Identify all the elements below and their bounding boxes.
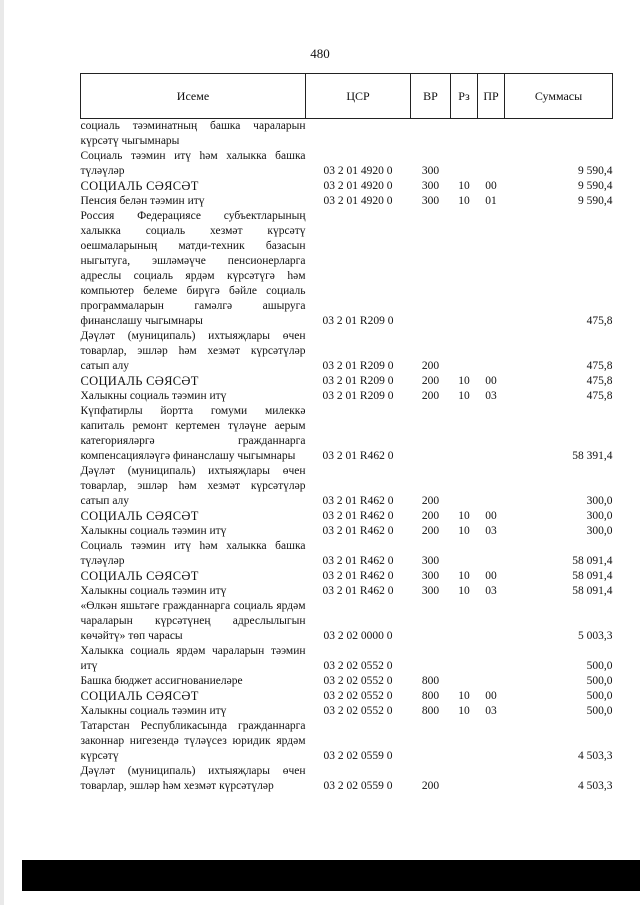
cell-csr: 03 2 01 R209 0 xyxy=(322,315,394,327)
cell-vr: 200 xyxy=(421,780,440,792)
cell-pr xyxy=(478,719,505,764)
cell-rz xyxy=(451,539,478,569)
table-row xyxy=(81,509,613,524)
cell-vr xyxy=(411,209,451,329)
cell-csr xyxy=(306,119,411,150)
cell-name: СОЦИАЛЬ СӘЯСӘТ xyxy=(80,689,199,703)
table-row xyxy=(81,644,613,674)
cell-csr: 03 2 02 0552 0 xyxy=(323,675,393,687)
cell-csr: 03 2 01 R209 0 xyxy=(322,375,394,387)
cell-vr xyxy=(411,719,451,764)
cell-csr: 03 2 02 0000 0 xyxy=(323,630,393,642)
cell-csr: 03 2 02 0559 0 xyxy=(323,750,393,762)
cell-rz xyxy=(451,329,478,374)
cell-name: Дәүләт (муниципаль) ихтыяҗлары өчен товарлар, эшләр һәм хезмәт күрсәтүләр xyxy=(80,765,306,792)
cell-sum: 9 590,4 xyxy=(578,165,613,177)
cell-csr: 03 2 02 0559 0 xyxy=(323,780,393,792)
table-row xyxy=(81,689,613,704)
table-row xyxy=(81,569,613,584)
cell-name: СОЦИАЛЬ СӘЯСӘТ xyxy=(80,509,199,523)
cell-vr: 200 xyxy=(421,525,440,537)
cell-name: Татарстан Республикасында гражданнарга законнар нигезендә түләүсез юридик ярдәм күрсәтү xyxy=(80,720,306,762)
cell-rz xyxy=(451,209,478,329)
cell-csr: 03 2 02 0552 0 xyxy=(323,690,393,702)
cell-pr: 00 xyxy=(485,510,497,522)
cell-sum: 300,0 xyxy=(586,495,613,507)
cell-name: Халыкны социаль тәэмин итү xyxy=(80,390,227,402)
table-row xyxy=(81,209,613,329)
cell-rz: 10 xyxy=(458,585,470,597)
cell-sum: 475,8 xyxy=(586,360,613,372)
table-row xyxy=(81,194,613,209)
cell-pr xyxy=(478,764,505,794)
cell-name: Халыкны социаль тәэмин итү xyxy=(80,525,227,537)
cell-rz xyxy=(451,644,478,674)
table-row xyxy=(81,464,613,509)
header-vr: ВР xyxy=(411,74,451,119)
cell-rz: 10 xyxy=(458,375,470,387)
cell-pr: 03 xyxy=(485,705,497,717)
cell-pr xyxy=(478,539,505,569)
cell-rz xyxy=(451,464,478,509)
cell-pr xyxy=(478,149,505,179)
cell-sum: 500,0 xyxy=(586,660,613,672)
cell-csr: 03 2 01 R209 0 xyxy=(322,360,394,372)
cell-pr: 00 xyxy=(485,690,497,702)
cell-sum: 9 590,4 xyxy=(578,195,613,207)
page-number: 480 xyxy=(310,46,330,61)
cell-rz: 10 xyxy=(458,195,470,207)
table-row xyxy=(81,404,613,464)
cell-rz xyxy=(451,599,478,644)
cell-vr: 200 xyxy=(421,495,440,507)
cell-vr: 300 xyxy=(421,195,440,207)
header-csr: ЦСР xyxy=(306,74,411,119)
cell-vr: 800 xyxy=(421,690,440,702)
cell-sum: 58 091,4 xyxy=(572,570,613,582)
cell-rz: 10 xyxy=(458,690,470,702)
cell-sum: 475,8 xyxy=(586,390,613,402)
cell-vr: 300 xyxy=(421,570,440,582)
table-row xyxy=(81,524,613,539)
cell-pr xyxy=(478,674,505,689)
cell-name: Дәүләт (муниципаль) ихтыяҗлары өчен товарлар, эшләр һәм хезмәт күрсәтүләр сатып алу xyxy=(80,330,306,372)
cell-vr: 800 xyxy=(421,675,440,687)
cell-vr: 300 xyxy=(421,165,440,177)
cell-pr xyxy=(478,464,505,509)
cell-name: Халыкны социаль тәэмин итү xyxy=(80,705,227,717)
cell-name: социаль тәэминатның башка чараларын күрсәтү чыгымнары xyxy=(80,120,306,147)
cell-pr xyxy=(478,329,505,374)
cell-name: СОЦИАЛЬ СӘЯСӘТ xyxy=(80,179,199,193)
cell-pr: 00 xyxy=(485,180,497,192)
cell-csr: 03 2 02 0552 0 xyxy=(323,660,393,672)
cell-rz: 10 xyxy=(458,510,470,522)
cell-name: Социаль тәэмин итү һәм халыкка башка түләүләр xyxy=(80,150,306,177)
cell-name: СОЦИАЛЬ СӘЯСӘТ xyxy=(80,569,199,583)
cell-rz: 10 xyxy=(458,390,470,402)
cell-name: Күпфатирлы йортта гомуми милеккә капиталь ремонт кертемен түләүне аерым категорияләргә гражданнарга компенсацияләүгә финанслашу чыгымнары xyxy=(80,405,306,462)
table-row xyxy=(81,389,613,404)
table-row xyxy=(81,119,613,150)
cell-vr: 200 xyxy=(421,510,440,522)
cell-pr: 00 xyxy=(485,375,497,387)
table-row xyxy=(81,374,613,389)
cell-sum: 300,0 xyxy=(586,525,613,537)
table-row xyxy=(81,599,613,644)
cell-vr: 200 xyxy=(421,375,440,387)
cell-rz xyxy=(451,149,478,179)
table-row xyxy=(81,704,613,719)
cell-name: Пенсия белән тәэмин итү xyxy=(80,195,205,207)
cell-sum: 5 003,3 xyxy=(578,630,613,642)
cell-csr: 03 2 01 R462 0 xyxy=(322,510,394,522)
cell-csr: 03 2 01 4920 0 xyxy=(323,195,393,207)
cell-name: Халыкка социаль ярдәм чараларын тәэмин итү xyxy=(80,645,306,672)
cell-vr: 300 xyxy=(421,585,440,597)
cell-vr: 300 xyxy=(421,555,440,567)
cell-name: Башка бюджет ассигнованиеләре xyxy=(80,675,243,687)
cell-rz: 10 xyxy=(458,570,470,582)
cell-pr: 03 xyxy=(485,525,497,537)
cell-rz xyxy=(451,719,478,764)
cell-sum: 475,8 xyxy=(586,375,613,387)
cell-rz xyxy=(451,764,478,794)
cell-rz: 10 xyxy=(458,705,470,717)
cell-rz xyxy=(451,404,478,464)
cell-rz: 10 xyxy=(458,180,470,192)
cell-sum: 500,0 xyxy=(586,690,613,702)
cell-sum: 500,0 xyxy=(586,705,613,717)
cell-vr xyxy=(411,119,451,150)
table-row xyxy=(81,674,613,689)
scan-left-edge xyxy=(0,0,4,905)
budget-table xyxy=(80,73,613,794)
cell-sum: 475,8 xyxy=(586,315,613,327)
cell-name: Социаль тәэмин итү һәм халыкка башка түләүләр xyxy=(80,540,306,567)
cell-sum xyxy=(505,119,613,150)
cell-sum: 4 503,3 xyxy=(578,750,613,762)
cell-rz xyxy=(451,119,478,150)
cell-vr xyxy=(411,404,451,464)
cell-pr: 03 xyxy=(485,390,497,402)
header-name: Исеме xyxy=(81,74,306,119)
cell-pr: 00 xyxy=(485,570,497,582)
scan-bottom-bar xyxy=(22,860,640,891)
table-row xyxy=(81,179,613,194)
cell-name: Халыкны социаль тәэмин итү xyxy=(80,585,227,597)
cell-name: «Өлкән яшьтәге гражданнарга социаль ярдәм чараларын күрсәтүнең адреслылыгын көчәйтү» төп чарасы xyxy=(80,600,306,642)
cell-pr xyxy=(478,209,505,329)
cell-name: Россия Федерациясе субъектларының халыкка социаль хезмәт күрсәтү оешмаларының матди-техник базасын ныгытуга, эшләмәүче пенсионерларга адреслы социаль ярдәм күрсәтүгә һәм компьютер белеме бирүгә бәйле социаль программаларын гамәлгә ашыруга финанслашу чыгымнары xyxy=(80,210,306,327)
cell-csr: 03 2 01 R462 0 xyxy=(322,555,394,567)
cell-csr: 03 2 01 R209 0 xyxy=(322,390,394,402)
cell-csr: 03 2 01 4920 0 xyxy=(323,180,393,192)
cell-name: Дәүләт (муниципаль) ихтыяҗлары өчен товарлар, эшләр һәм хезмәт күрсәтүләр сатып алу xyxy=(80,465,306,507)
cell-vr: 800 xyxy=(421,705,440,717)
cell-pr: 01 xyxy=(485,195,497,207)
table-row xyxy=(81,329,613,374)
cell-csr: 03 2 01 R462 0 xyxy=(322,585,394,597)
cell-vr: 200 xyxy=(421,360,440,372)
cell-csr: 03 2 01 R462 0 xyxy=(322,450,394,462)
cell-csr: 03 2 01 R462 0 xyxy=(322,495,394,507)
table-header-row xyxy=(81,74,613,119)
cell-name: СОЦИАЛЬ СӘЯСӘТ xyxy=(80,374,199,388)
cell-rz xyxy=(451,674,478,689)
table-row xyxy=(81,539,613,569)
cell-csr: 03 2 01 R462 0 xyxy=(322,570,394,582)
cell-vr xyxy=(411,599,451,644)
cell-sum: 500,0 xyxy=(586,675,613,687)
header-pr: ПР xyxy=(478,74,505,119)
table-row xyxy=(81,719,613,764)
cell-vr: 200 xyxy=(421,390,440,402)
cell-sum: 300,0 xyxy=(586,510,613,522)
header-sum: Суммасы xyxy=(505,74,613,119)
cell-pr xyxy=(478,119,505,150)
cell-rz: 10 xyxy=(458,525,470,537)
cell-sum: 9 590,4 xyxy=(578,180,613,192)
cell-vr: 300 xyxy=(421,180,440,192)
cell-csr: 03 2 01 R462 0 xyxy=(322,525,394,537)
cell-csr: 03 2 02 0552 0 xyxy=(323,705,393,717)
header-rz: Рз xyxy=(451,74,478,119)
cell-sum: 58 091,4 xyxy=(572,585,613,597)
cell-pr xyxy=(478,599,505,644)
cell-sum: 58 091,4 xyxy=(572,555,613,567)
cell-pr xyxy=(478,404,505,464)
cell-sum: 4 503,3 xyxy=(578,780,613,792)
table-row xyxy=(81,149,613,179)
cell-vr xyxy=(411,644,451,674)
cell-sum: 58 391,4 xyxy=(572,450,613,462)
cell-pr xyxy=(478,644,505,674)
cell-csr: 03 2 01 4920 0 xyxy=(323,165,393,177)
cell-pr: 03 xyxy=(485,585,497,597)
table-row xyxy=(81,584,613,599)
table-row xyxy=(81,764,613,794)
table-body xyxy=(81,119,613,795)
